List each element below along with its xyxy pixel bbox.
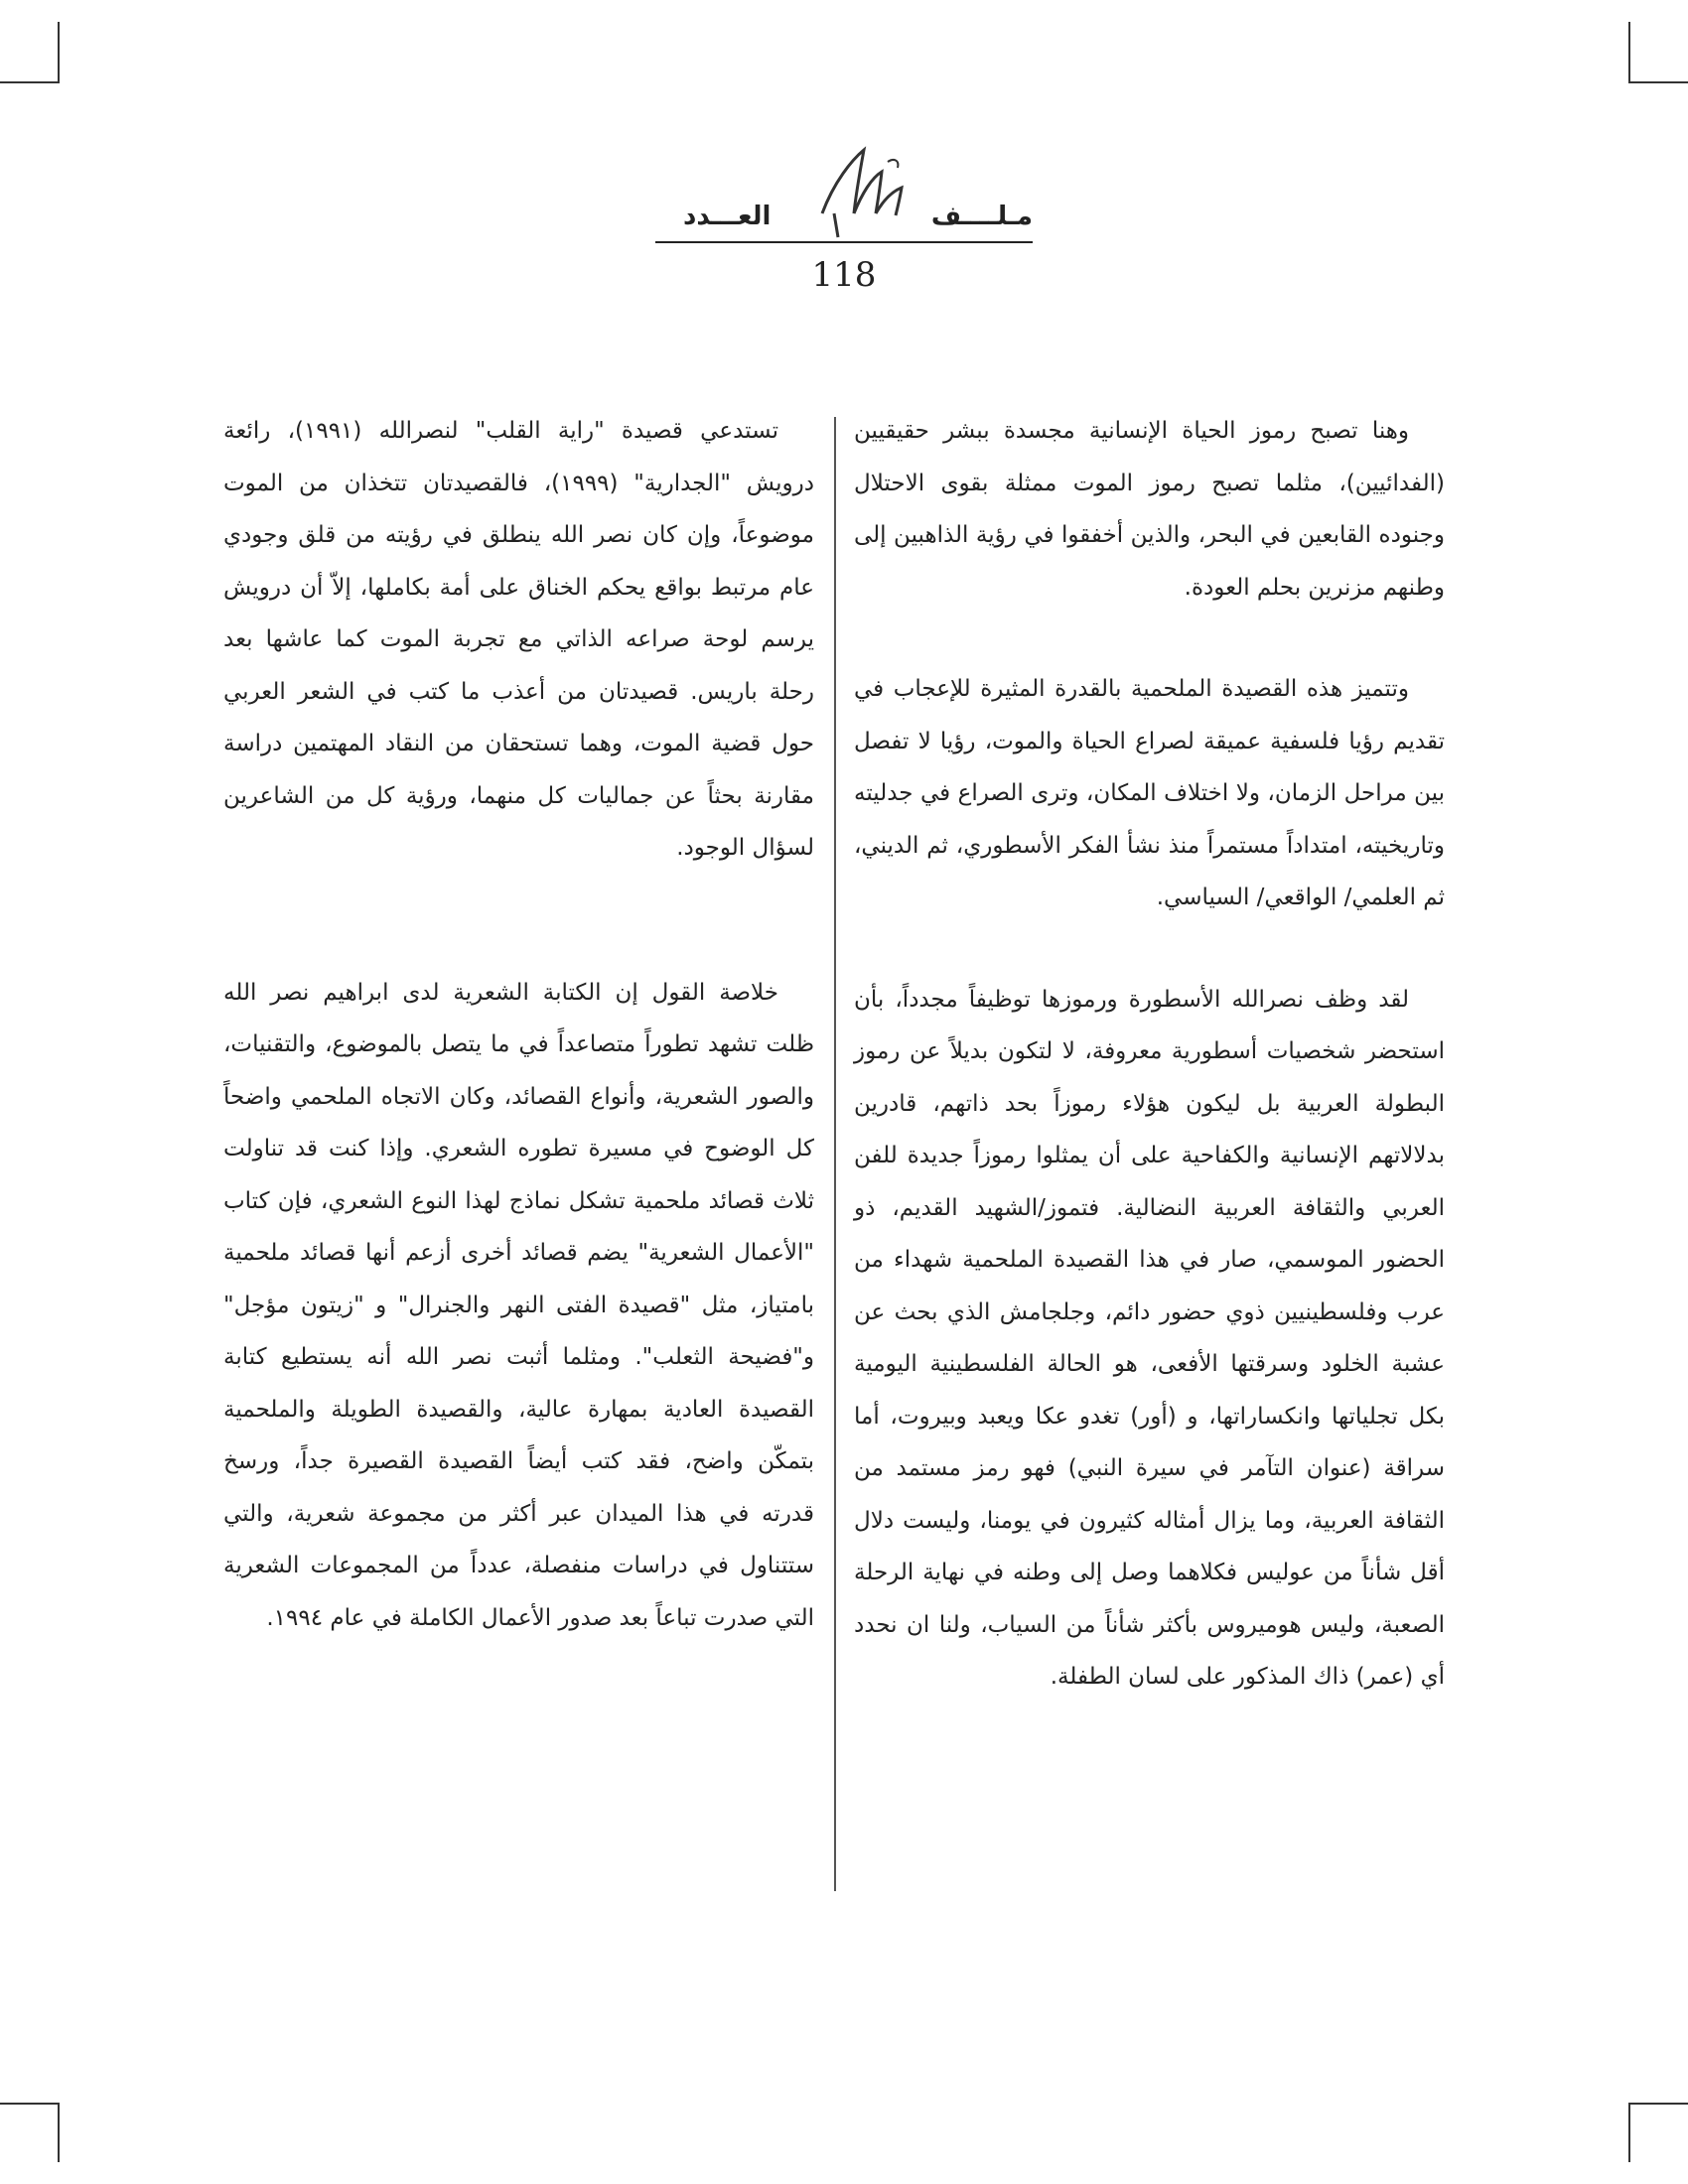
- crop-mark: [1628, 2103, 1688, 2105]
- left-column: [223, 405, 814, 1644]
- crop-mark: [58, 2103, 60, 2162]
- paragraph: لقد وظف نصرالله الأسطورة ورموزها توظيفاً مجدداً، بأن استحضر شخصيات أسطورية معروفة، لا لتكون بديلاً عن رموز البطولة العربية بل ليكون هؤلاء رموزاً بحد ذاتهم، قادرين بدلالاتهم الإنسانية والكفاحية على أن يمثلوا رموزاً جديدة للفن العربي والثقافة العربية النضالية. فتموز/الشهيد القديم، ذو الحضور الموسمي، صار في هذا القصيدة الملحمية شهداء من عرب وفلسطينيين ذوي حضور دائم، وجلجامش الذي بحث عن عشبة الخلود وسرقتها الأفعى، هو الحالة الفلسطينية اليومية بكل تجلياتها وانكساراتها، و (أور) تغدو عكا ويعبد وبيروت، أما سراقة (عنوان التآمر في سيرة النبي) فهو رمز مستمد من الثقافة العربية، وما يزال أمثاله كثيرون في يومنا، وليست دلال أقل شأناً من عوليس فكلاهما وصل إلى وطنه في نهاية الرحلة الصعبة، وليس هوميروس بأكثر شأناً من السياب، ولنا ان نحدد أي (عمر) ذاك المذكور على لسان الطفلة.: [854, 986, 1445, 1690]
- header-rule: [655, 241, 1033, 243]
- crop-mark: [0, 81, 60, 83]
- page-number: 118: [811, 255, 877, 295]
- paragraph: خلاصة القول إن الكتابة الشعرية لدى ابراهيم نصر الله ظلت تشهد تطوراً متصاعداً في ما يتصل بالموضوع، والتقنيات، والصور الشعرية، وأنواع القصائد، وكان الاتجاه الملحمي واضحاً كل الوضوح في مسيرة تطوره الشعري. وإذا كنت قد تناولت ثلاث قصائد ملحمية تشكل نماذج لهذا النوع الشعري، فإن كتاب "الأعمال الشعرية" يضم قصائد أخرى أزعم أنها قصائد ملحمية بامتياز، مثل "قصيدة الفتى النهر والجنرال" و "زيتون مؤجل" و"فضيحة الثعلب". ومثلما أثبت نصر الله أنه يستطيع كتابة القصيدة العادية بمهارة عالية، والقصيدة الطويلة والملحمية بتمكّن واضح، فقد كتب أيضاً القصيدة القصيرة جداً، ورسخ قدرته في هذا الميدان عبر أكثر من مجموعة شعرية، والتي ستتناول في دراسات منفصلة، عدداً من المجموعات الشعرية التي صدرت تباعاً بعد صدور الأعمال الكاملة في عام ١٩٩٤.: [223, 979, 814, 1631]
- crop-mark: [1628, 2103, 1630, 2162]
- crop-mark: [58, 22, 60, 81]
- crop-mark: [1628, 81, 1688, 83]
- paragraph: تستدعي قصيدة "راية القلب" لنصرالله (١٩٩١)، رائعة درويش "الجدارية" (١٩٩٩)، فالقصيدتان تتخذان من الموت موضوعاً، وإن كان نصر الله ينطلق في رؤيته من قلق وجودي عام مرتبط بواقع يحكم الخناق على أمة بكاملها، إلاّ أن درويش يرسم لوحة صراعه الذاتي مع تجربة الموت كما عاشها بعد رحلة باريس. قصيدتان من أعذب ما كتب في الشعر العربي حول قضية الموت، وهما تستحقان من النقاد المهتمين دراسة مقارنة بحثاً عن جماليات كل منهما، ورؤية كل من الشاعرين لسؤال الوجود.: [223, 418, 814, 861]
- crop-mark: [0, 2103, 60, 2105]
- paragraph: وهنا تصبح رموز الحياة الإنسانية مجسدة ببشر حقيقيين (الفدائيين)، مثلما تصبح رموز الموت ممثلة بقوى الاحتلال وجنوده القابعين في البحر، والذين أخفقوا في رؤية الذاهبين إلى وطنهم مزنرين بحلم العودة.: [854, 418, 1445, 601]
- issue-label: العـــدد: [683, 202, 772, 231]
- paragraph: وتتميز هذه القصيدة الملحمية بالقدرة المثيرة للإعجاب في تقديم رؤيا فلسفية عميقة لصراع الحياة والموت، رؤيا لا تفصل بين مراحل الزمان، ولا اختلاف المكان، وترى الصراع في جدليته وتاريخيته، امتداداً مستمراً منذ نشأ الفكر الأسطوري، ثم الديني، ثم العلمي/ الواقعي/ السياسي.: [854, 676, 1445, 910]
- column-divider: [834, 417, 836, 1891]
- crop-mark: [1628, 22, 1630, 81]
- section-label: مـلــــف: [930, 202, 1033, 231]
- magazine-logo-icon: [804, 142, 923, 251]
- page-header: [655, 194, 1033, 293]
- right-column: [854, 405, 1445, 1704]
